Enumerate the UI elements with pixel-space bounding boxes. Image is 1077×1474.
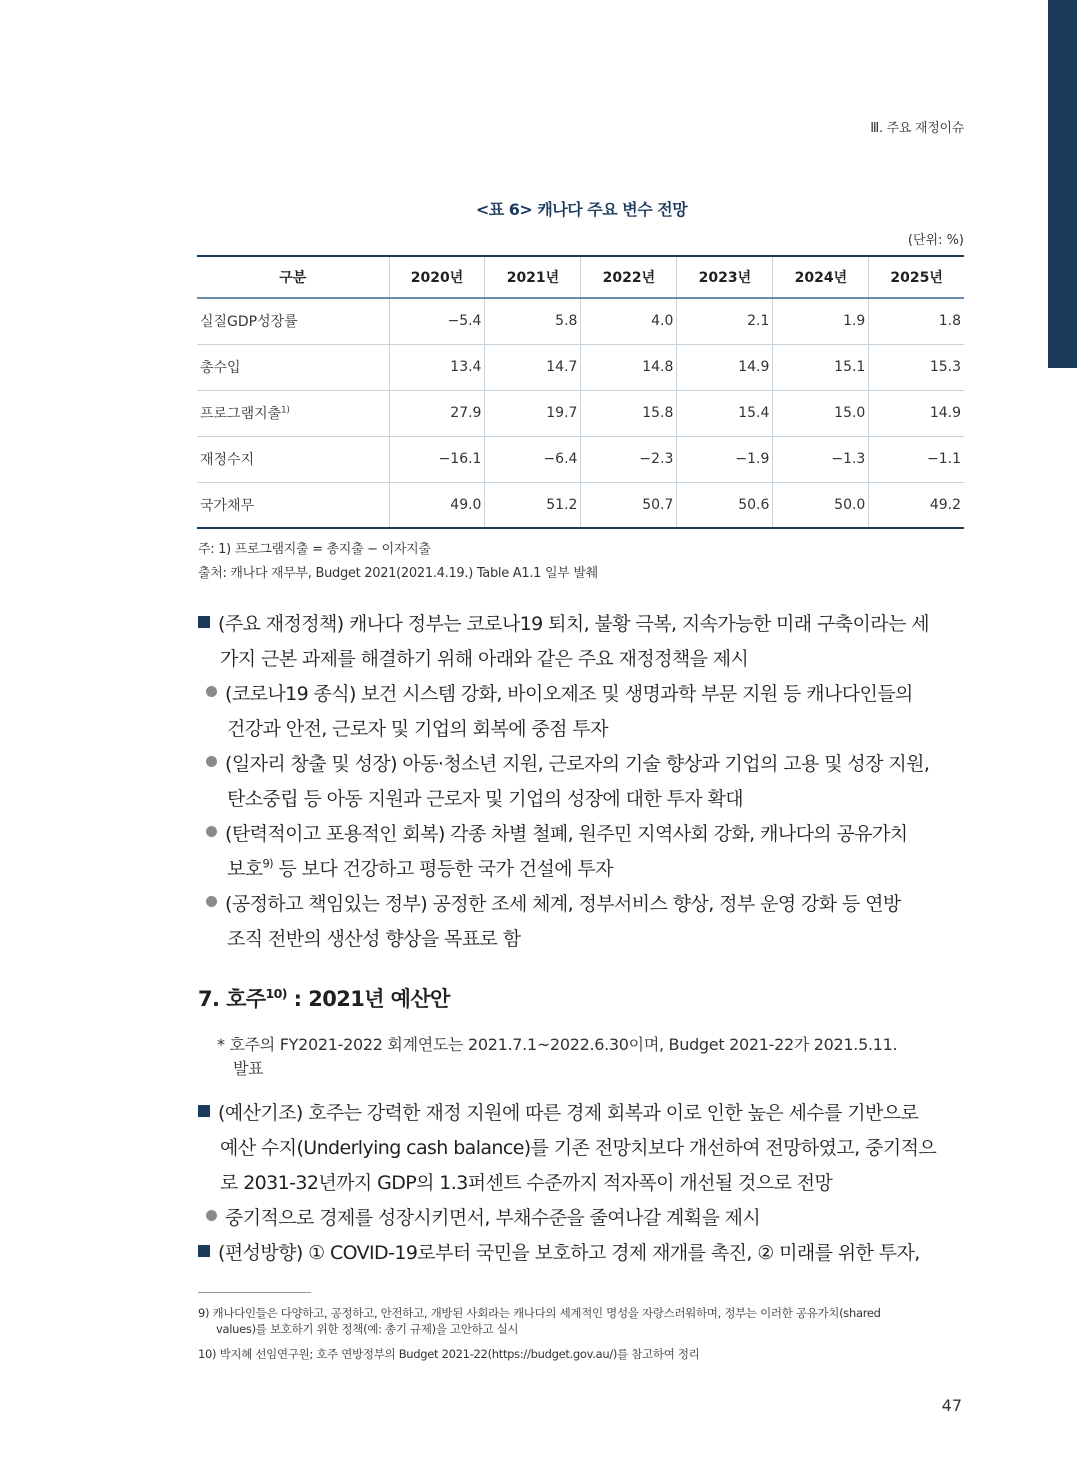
note-line: * 호주의 FY2021-2022 회계연도는 2021.7.1~2022.6.30이며, Budget 2021-22가 2021.5.11. bbox=[217, 1035, 898, 1054]
table-cell: 50.0 bbox=[773, 482, 869, 528]
bullet-text: 로 2031-32년까지 GDP의 1.3퍼센트 수준까지 적자폭이 개선될 것으로 전망 bbox=[220, 1172, 833, 1194]
forecast-table bbox=[197, 255, 964, 529]
table-cell: 1.9 bbox=[773, 298, 869, 344]
table-note: 주: 1) 프로그램지출 = 총지출 − 이자지출 bbox=[198, 542, 431, 557]
sub-bullet-text: (일자리 창출 및 성장) 아동·청소년 지원, 근로자의 기술 향상과 기업의 고용 및 성장 지원, bbox=[225, 753, 930, 775]
circle-bullet-icon bbox=[206, 826, 217, 837]
footnote-9 bbox=[198, 1305, 968, 1337]
table-cell: 15.8 bbox=[581, 390, 677, 436]
header-cell: 2022년 bbox=[581, 256, 677, 298]
sub-bullet-text: (코로나19 종식) 보건 시스템 강화, 바이오제조 및 생명과학 부문 지원 등 캐나다인들의 bbox=[225, 683, 913, 705]
table-cell: −16.1 bbox=[389, 436, 485, 482]
header-cell: 2020년 bbox=[389, 256, 485, 298]
bullet-text: 가지 근본 과제를 해결하기 위해 아래와 같은 주요 재정정책을 제시 bbox=[220, 648, 749, 670]
sub-bullet-text: (탄력적이고 포용적인 회복) 각종 차별 철폐, 원주민 지역사회 강화, 캐나다의 공유가치 bbox=[225, 823, 908, 845]
sub-bullet-text: 탄소중립 등 아동 지원과 근로자 및 기업의 성장에 대한 투자 확대 bbox=[227, 788, 744, 810]
footnote-10: 10) 박지혜 선임연구원; 호주 연방정부의 Budget 2021-22(https://budget.gov.au/)를 참고하여 정리 bbox=[198, 1347, 700, 1361]
footnote-ref: 10) bbox=[265, 986, 287, 1001]
table-cell: −1.1 bbox=[869, 436, 964, 482]
bullet-text: (주요 재정정책) 캐나다 정부는 코로나19 퇴치, 불황 극복, 지속가능한 미래 구축이라는 세 bbox=[218, 613, 929, 635]
header-cell: 구분 bbox=[197, 256, 389, 298]
table-cell: 50.6 bbox=[677, 482, 773, 528]
table-cell: 13.4 bbox=[389, 344, 485, 390]
footnote-divider bbox=[198, 1292, 311, 1293]
header-cell: 2025년 bbox=[869, 256, 964, 298]
table-row bbox=[197, 344, 964, 390]
table-cell: 15.1 bbox=[773, 344, 869, 390]
table-cell: 14.7 bbox=[485, 344, 581, 390]
footnote-ref: 9) bbox=[262, 856, 274, 871]
table-cell: 4.0 bbox=[581, 298, 677, 344]
row-label: 실질GDP성장률 bbox=[197, 298, 389, 344]
bullet-text: (예산기조) 호주는 강력한 재정 지원에 따른 경제 회복과 이로 인한 높은 세수를 기반으로 bbox=[218, 1102, 919, 1124]
table-title: <표 6> 캐나다 주요 변수 전망 bbox=[475, 200, 688, 219]
circle-bullet-icon bbox=[206, 896, 217, 907]
table-source: 출처: 캐나다 재무부, Budget 2021(2021.4.19.) Table A1.1 일부 발췌 bbox=[198, 566, 598, 581]
circle-bullet-icon bbox=[206, 686, 217, 697]
sub-bullet-text: 조직 전반의 생산성 향상을 목표로 함 bbox=[227, 928, 521, 950]
section-heading: 7. 호주$^{10)}$ : 2021년 예산안 bbox=[198, 986, 450, 1011]
row-label: 국가채무 bbox=[197, 482, 389, 528]
square-bullet-icon bbox=[198, 1245, 210, 1257]
table-cell: 5.8 bbox=[485, 298, 581, 344]
table-cell: −1.3 bbox=[773, 436, 869, 482]
circle-bullet-icon bbox=[206, 1210, 217, 1221]
side-chapter-tab bbox=[1048, 0, 1077, 368]
bullet-text: (편성방향) ① COVID-19로부터 국민을 보호하고 경제 재개를 촉진, ② 미래를 위한 투자, bbox=[218, 1242, 920, 1264]
canada-policy-section bbox=[198, 607, 968, 957]
table-unit: (단위: %) bbox=[907, 233, 964, 248]
header-cell: 2024년 bbox=[773, 256, 869, 298]
note-line: 발표 bbox=[233, 1059, 264, 1078]
sub-bullet-text: 보호$^{9)}$ 등 보다 건강하고 평등한 국가 건설에 투자 bbox=[227, 856, 613, 880]
sub-bullet-text: (공정하고 책임있는 정부) 공정한 조세 체계, 정부서비스 향상, 정부 운영 강화 등 연방 bbox=[225, 893, 901, 915]
table-cell: 15.3 bbox=[869, 344, 964, 390]
footnote-line: 9) 캐나다인들은 다양하고, 공정하고, 안전하고, 개방된 사회라는 캐나다의 세계적인 명성을 자랑스러워하며, 정부는 이러한 공유가치(shared bbox=[198, 1306, 881, 1320]
footnote-line: values)를 보호하기 위한 정책(예: 총기 규제)을 고안하고 실시 bbox=[216, 1322, 519, 1336]
table-cell: 15.4 bbox=[677, 390, 773, 436]
table-row bbox=[197, 482, 964, 528]
table-cell: 49.0 bbox=[389, 482, 485, 528]
table-row bbox=[197, 390, 964, 436]
table-cell: 49.2 bbox=[869, 482, 964, 528]
table-cell: 14.8 bbox=[581, 344, 677, 390]
bullet-text: 예산 수지(Underlying cash balance)를 기존 전망치보다 개선하여 전망하였고, 중기적으 bbox=[220, 1137, 937, 1159]
table-cell: −6.4 bbox=[485, 436, 581, 482]
table-cell: 19.7 bbox=[485, 390, 581, 436]
table-cell: 1.8 bbox=[869, 298, 964, 344]
row-label: 총수입 bbox=[197, 344, 389, 390]
table-cell: 2.1 bbox=[677, 298, 773, 344]
table-cell: 27.9 bbox=[389, 390, 485, 436]
table-cell: −5.4 bbox=[389, 298, 485, 344]
square-bullet-icon bbox=[198, 1105, 210, 1117]
table-cell: −1.9 bbox=[677, 436, 773, 482]
running-head: Ⅲ. 주요 재정이슈 bbox=[870, 121, 964, 136]
header-cell: 2021년 bbox=[485, 256, 581, 298]
table-cell: 15.0 bbox=[773, 390, 869, 436]
table-cell: −2.3 bbox=[581, 436, 677, 482]
table-cell: 50.7 bbox=[581, 482, 677, 528]
table-row bbox=[197, 298, 964, 344]
sub-bullet-text: 건강과 안전, 근로자 및 기업의 회복에 중점 투자 bbox=[227, 718, 608, 740]
row-label: 프로그램지출$^{1)}$ bbox=[197, 390, 389, 436]
square-bullet-icon bbox=[198, 616, 210, 628]
table-row bbox=[197, 436, 964, 482]
page-number: 47 bbox=[941, 1396, 962, 1415]
circle-bullet-icon bbox=[206, 756, 217, 767]
header-cell: 2023년 bbox=[677, 256, 773, 298]
sub-bullet-text: 중기적으로 경제를 성장시키면서, 부채수준을 줄여나갈 계획을 제시 bbox=[225, 1207, 761, 1229]
table-cell: 51.2 bbox=[485, 482, 581, 528]
fiscal-year-note bbox=[217, 1033, 967, 1081]
table-header-row bbox=[197, 256, 964, 298]
table-cell: 14.9 bbox=[677, 344, 773, 390]
table-cell: 14.9 bbox=[869, 390, 964, 436]
row-label: 재정수지 bbox=[197, 436, 389, 482]
australia-budget-section bbox=[198, 1096, 968, 1271]
